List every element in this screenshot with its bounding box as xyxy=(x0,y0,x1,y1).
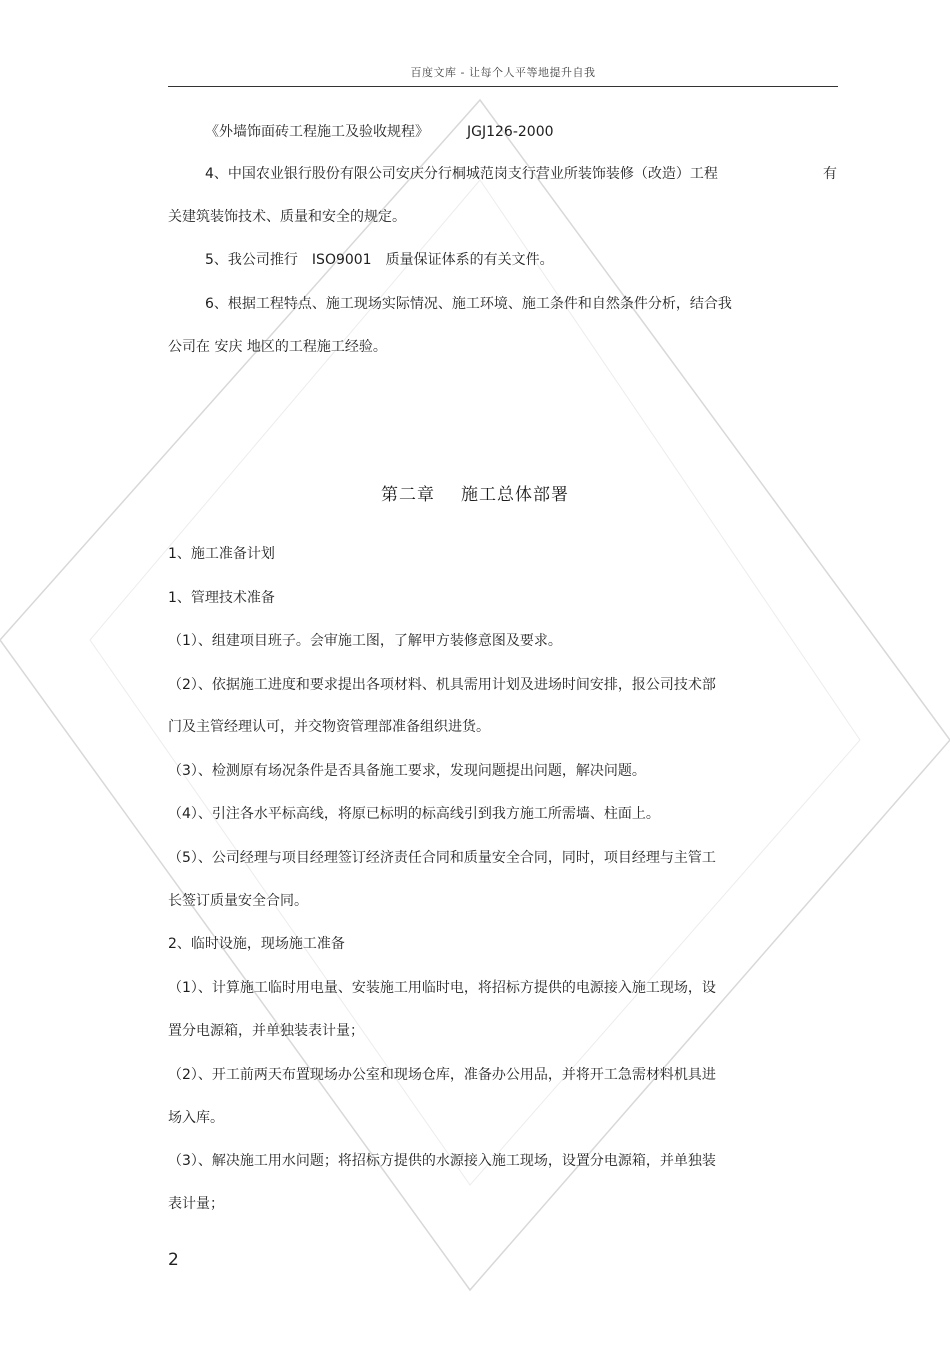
basis-item-5 xyxy=(205,251,554,269)
body-line: 表计量； xyxy=(168,1196,224,1212)
basis-item-5-text-a: 5、我公司推行 xyxy=(205,252,298,268)
page-header xyxy=(168,64,838,87)
regulation-line xyxy=(205,123,554,141)
basis-item-4-text: 4、中国农业银行股份有限公司安庆分行桐城范岗支行营业所装饰装修（改造）工程 xyxy=(205,166,718,182)
basis-item-4 xyxy=(205,165,718,183)
body-line: （3）、解决施工用水问题；将招标方提供的水源接入施工现场，设置分电源箱，并单独装 xyxy=(168,1153,716,1169)
body-line: （1）、组建项目班子。会审施工图，了解甲方装修意图及要求。 xyxy=(168,633,562,649)
basis-item-5-code: ISO9001 xyxy=(311,252,372,268)
body-line: （4）、引注各水平标高线，将原已标明的标高线引到我方施工所需墙、柱面上。 xyxy=(168,806,660,822)
basis-item-6 xyxy=(205,295,732,313)
regulation-title: 《外墙饰面砖工程施工及验收规程》 xyxy=(205,124,429,140)
body-line: 长签订质量安全合同。 xyxy=(168,893,308,909)
body-line: 置分电源箱，并单独装表计量； xyxy=(168,1023,364,1039)
basis-item-4-tail xyxy=(823,165,837,183)
basis-item-4-cont xyxy=(168,208,406,226)
body-line: 门及主管经理认可，并交物资管理部准备组织进货。 xyxy=(168,719,490,735)
chapter-heading xyxy=(0,480,950,505)
body-line: 2、临时设施，现场施工准备 xyxy=(168,936,345,952)
basis-item-6-text: 6、根据工程特点、施工现场实际情况、施工环境、施工条件和自然条件分析，结合我 xyxy=(205,296,732,312)
body-line: （2）、依据施工进度和要求提出各项材料、机具需用计划及进场时间安排，报公司技术部 xyxy=(168,677,716,693)
basis-item-4-cont-text: 关建筑装饰技术、质量和安全的规定。 xyxy=(168,209,406,225)
basis-item-5-text-b: 质量保证体系的有关文件。 xyxy=(385,252,554,268)
basis-item-6-cont-text: 公司在 安庆 地区的工程施工经验。 xyxy=(168,339,387,355)
body-line: （2）、开工前两天布置现场办公室和现场仓库，准备办公用品，并将开工急需材料机具进 xyxy=(168,1067,716,1083)
header-text: 百度文库 - 让每个人平等地提升自我 xyxy=(410,66,596,79)
body-line: 1、施工准备计划 xyxy=(168,546,275,562)
page-number: 2 xyxy=(168,1250,179,1270)
body-line: （3）、检测原有场况条件是否具备施工要求，发现问题提出问题，解决问题。 xyxy=(168,763,646,779)
body-line: 1、管理技术准备 xyxy=(168,590,275,606)
basis-item-6-cont xyxy=(168,338,387,356)
body-line: 场入库。 xyxy=(168,1110,224,1126)
chapter-number: 第二章 xyxy=(381,485,435,505)
basis-item-4-tail-text: 有 xyxy=(823,166,837,182)
body-line: （5）、公司经理与项目经理签订经济责任合同和质量安全合同，同时，项目经理与主管工 xyxy=(168,850,716,866)
body-line: （1）、计算施工临时用电量、安装施工用临时电，将招标方提供的电源接入施工现场，设 xyxy=(168,980,716,996)
regulation-code: JGJ126-2000 xyxy=(467,124,554,140)
chapter-title: 施工总体部署 xyxy=(461,485,569,505)
